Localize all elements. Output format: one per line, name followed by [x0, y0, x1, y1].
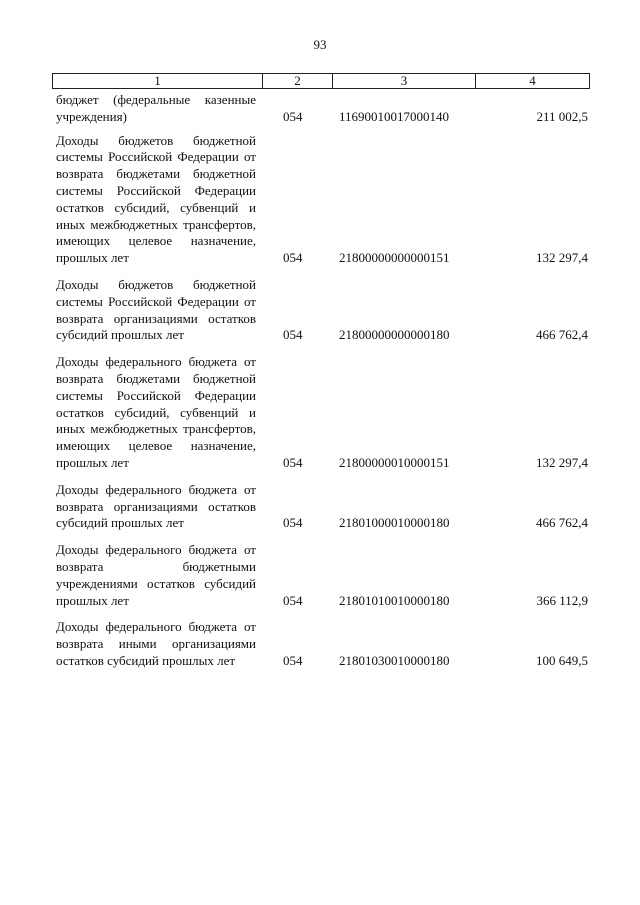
row-code: 054 — [283, 108, 303, 124]
table-row — [56, 277, 590, 344]
table-row — [56, 354, 590, 472]
row-name: бюджет (федеральные казенные учреждения) — [56, 92, 256, 124]
table-header — [52, 73, 590, 89]
row-kbk: 21801010010000180 — [339, 592, 450, 608]
row-amount: 132 297,4 — [536, 454, 588, 470]
row-kbk: 21800000000000151 — [339, 250, 450, 266]
row-code: 054 — [283, 652, 303, 668]
row-code: 054 — [283, 515, 303, 531]
table-row — [56, 619, 590, 669]
column-header-4: 4 — [529, 73, 536, 88]
column-header-2: 2 — [263, 74, 333, 88]
row-kbk: 21801000010000180 — [339, 515, 450, 531]
row-amount: 132 297,4 — [536, 250, 588, 266]
row-amount: 100 649,5 — [536, 652, 588, 668]
row-kbk: 21801030010000180 — [339, 652, 450, 668]
row-name: Доходы федерального бюджета от возврата бюджетными учреждениями остатков субсидий прошлых лет — [56, 542, 256, 608]
table-row — [56, 92, 590, 126]
row-name: Доходы бюджетов бюджетной системы Российской Федерации от возврата бюджетами бюджетной системы Российской Федерации остатков субсидий, субвенций и иных межбюджетных трансфертов, имеющих целевое назначение, прошлых лет — [56, 132, 256, 266]
row-code: 054 — [283, 454, 303, 470]
row-amount: 211 002,5 — [536, 108, 588, 124]
row-kbk: 21800000000000180 — [339, 327, 450, 343]
row-name: Доходы федерального бюджета от возврата иными организациями остатков субсидий прошлых лет — [56, 619, 256, 668]
row-kbk: 21800000010000151 — [339, 454, 450, 470]
column-header-3: 3 — [333, 74, 476, 88]
row-code: 054 — [283, 592, 303, 608]
row-kbk: 11690010017000140 — [339, 108, 450, 124]
row-amount: 366 112,9 — [536, 592, 588, 608]
row-amount: 466 762,4 — [536, 327, 588, 343]
row-amount: 466 762,4 — [536, 515, 588, 531]
row-name: Доходы бюджетов бюджетной системы Российской Федерации от возврата организациями остатков субсидий прошлых лет — [56, 276, 256, 343]
row-code: 054 — [283, 250, 303, 266]
table-row — [56, 133, 590, 267]
table-row — [56, 542, 590, 609]
table-body — [56, 92, 590, 680]
page-number: 93 — [313, 37, 327, 52]
row-code: 054 — [283, 327, 303, 343]
row-name: Доходы федерального бюджета от возврата бюджетами бюджетной системы Российской Федерации остатков субсидий, субвенций и иных межбюджетных трансфертов, имеющих целевое назначение, прошлых лет — [56, 354, 256, 470]
column-header-1: 1 — [53, 74, 263, 88]
table-row — [56, 482, 590, 532]
row-name: Доходы федерального бюджета от возврата организациями остатков субсидий прошлых лет — [56, 481, 256, 531]
